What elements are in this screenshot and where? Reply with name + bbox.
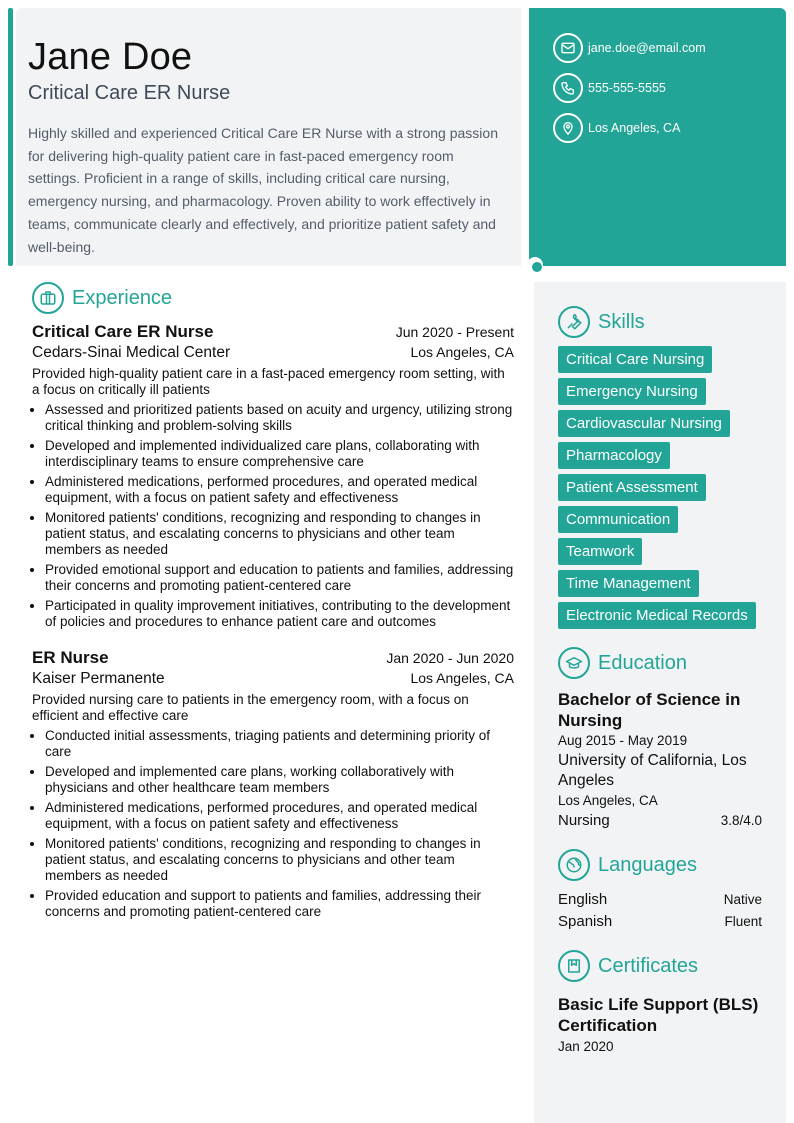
job-bullet: • Monitored patients' conditions, recognizing and responding to changes in patient status, and escalating concerns to physicians and other team members as needed — [45, 510, 514, 558]
language-row — [558, 913, 762, 930]
job-title: ER Nurse — [32, 648, 109, 667]
job-company: Cedars-Sinai Medical Center — [32, 344, 231, 361]
contact-location — [553, 112, 786, 144]
skill-tag: Communication — [558, 506, 678, 533]
skills-header — [558, 306, 762, 338]
job-entry — [32, 648, 514, 920]
skill-tag: Pharmacology — [558, 442, 670, 469]
email-text: jane.doe@email.com — [588, 41, 706, 55]
skill-tag: Emergency Nursing — [558, 378, 706, 405]
graduation-cap-icon — [558, 647, 590, 679]
language-level: Fluent — [724, 914, 762, 929]
header — [16, 8, 521, 266]
certificates-title: Certificates — [598, 954, 699, 977]
candidate-name: Jane Doe — [28, 36, 193, 78]
candidate-role: Critical Care ER Nurse — [28, 82, 231, 104]
language-name: English — [558, 891, 608, 908]
certificate-name: Basic Life Support (BLS) Certification — [558, 995, 759, 1035]
location-icon — [553, 113, 583, 143]
phone-icon — [553, 73, 583, 103]
education-school: University of California, Los Angeles — [558, 752, 747, 789]
experience-title: Experience — [72, 286, 173, 309]
education-header — [558, 647, 762, 679]
education-gpa: 3.8/4.0 — [720, 813, 762, 828]
education-field-row — [558, 812, 762, 829]
sidebar — [534, 282, 786, 1123]
job-entry — [32, 322, 514, 630]
job-description: Provided high-quality patient care in a fast-paced emergency room setting, with a focus on critically ill patients — [32, 366, 505, 397]
certificate-icon — [558, 950, 590, 982]
language-level: Native — [723, 892, 762, 907]
education-field: Nursing — [558, 812, 610, 829]
wrench-icon — [558, 306, 590, 338]
languages-header — [558, 849, 762, 881]
skill-tag: Teamwork — [558, 538, 642, 565]
job-bullet: • Administered medications, performed procedures, and operated medical equipment, with a focus on patient safety and effectiveness — [45, 800, 514, 832]
summary: Highly skilled and experienced Critical Care ER Nurse with a strong passion for delivering high-quality patient care in fast-paced emergency room settings. Proficient in a range of skills, including critical care nursing, emergency nursing, and pharmacology. Proven ability to work effectively in teams, communicate clearly and effectively, and prioritize patient safety and well-being. — [28, 125, 498, 255]
main-column — [32, 282, 514, 924]
briefcase-icon — [32, 282, 64, 314]
phone-text: 555-555-5555 — [588, 81, 666, 95]
skill-tag: Cardiovascular Nursing — [558, 410, 730, 437]
language-name: Spanish — [558, 913, 613, 930]
globe-icon — [558, 849, 590, 881]
skill-tag: Patient Assessment — [558, 474, 706, 501]
job-bullet: • Monitored patients' conditions, recognizing and responding to changes in patient status, and escalating concerns to physicians and other team members as needed — [45, 836, 514, 884]
job-bullet: • Administered medications, performed procedures, and operated medical equipment, with a focus on patient safety and effectiveness — [45, 474, 514, 506]
skill-tag: Time Management — [558, 570, 699, 597]
education-title: Education — [598, 651, 687, 674]
job-bullet: • Participated in quality improvement initiatives, contributing to the development of policies and procedures to enhance patient care and outcomes — [45, 598, 514, 630]
mail-icon — [553, 33, 583, 63]
experience-header — [32, 282, 514, 314]
education-degree: Bachelor of Science in Nursing — [558, 690, 741, 730]
skills-title: Skills — [598, 310, 645, 333]
language-row — [558, 891, 762, 908]
education-location: Los Angeles, CA — [558, 793, 658, 808]
job-bullet: • Assessed and prioritized patients based on acuity and urgency, utilizing strong critical thinking and problem-solving skills — [45, 402, 514, 434]
skill-tag: Critical Care Nursing — [558, 346, 712, 373]
education-date: Aug 2015 - May 2019 — [558, 733, 688, 748]
contact-panel — [529, 8, 786, 266]
job-bullet: • Developed and implemented individualized care plans, collaborating with interdisciplinary teams to ensure comprehensive care — [45, 438, 514, 470]
contact-email[interactable] — [553, 32, 786, 64]
skill-tag: Electronic Medical Records — [558, 602, 756, 629]
certificates-header — [558, 950, 762, 982]
job-date: Jan 2020 - Jun 2020 — [386, 650, 514, 666]
certificate-date: Jan 2020 — [558, 1039, 614, 1054]
languages-title: Languages — [598, 853, 697, 876]
contact-phone[interactable] — [553, 72, 786, 104]
job-bullet: • Provided emotional support and education to patients and families, addressing their concerns and promoting patient-centered care — [45, 562, 514, 594]
job-date: Jun 2020 - Present — [395, 324, 514, 340]
job-bullet: • Developed and implemented care plans, working collaboratively with physicians and other healthcare team members — [45, 764, 514, 796]
header-accent-bar — [8, 8, 13, 266]
job-bullets — [32, 402, 514, 630]
decorative-dot — [527, 257, 543, 273]
location-text: Los Angeles, CA — [588, 121, 681, 135]
job-bullets — [32, 728, 514, 920]
job-title: Critical Care ER Nurse — [32, 322, 214, 341]
job-location: Los Angeles, CA — [410, 344, 514, 360]
job-bullet: • Conducted initial assessments, triaging patients and determining priority of care — [45, 728, 514, 760]
job-description: Provided nursing care to patients in the emergency room, with a focus on efficient and effective care — [32, 692, 469, 723]
job-bullet: • Provided education and support to patients and families, addressing their concerns and promoting patient-centered care — [45, 888, 514, 920]
skills-list — [558, 346, 762, 629]
job-location: Los Angeles, CA — [410, 670, 514, 686]
job-company: Kaiser Permanente — [32, 670, 165, 687]
